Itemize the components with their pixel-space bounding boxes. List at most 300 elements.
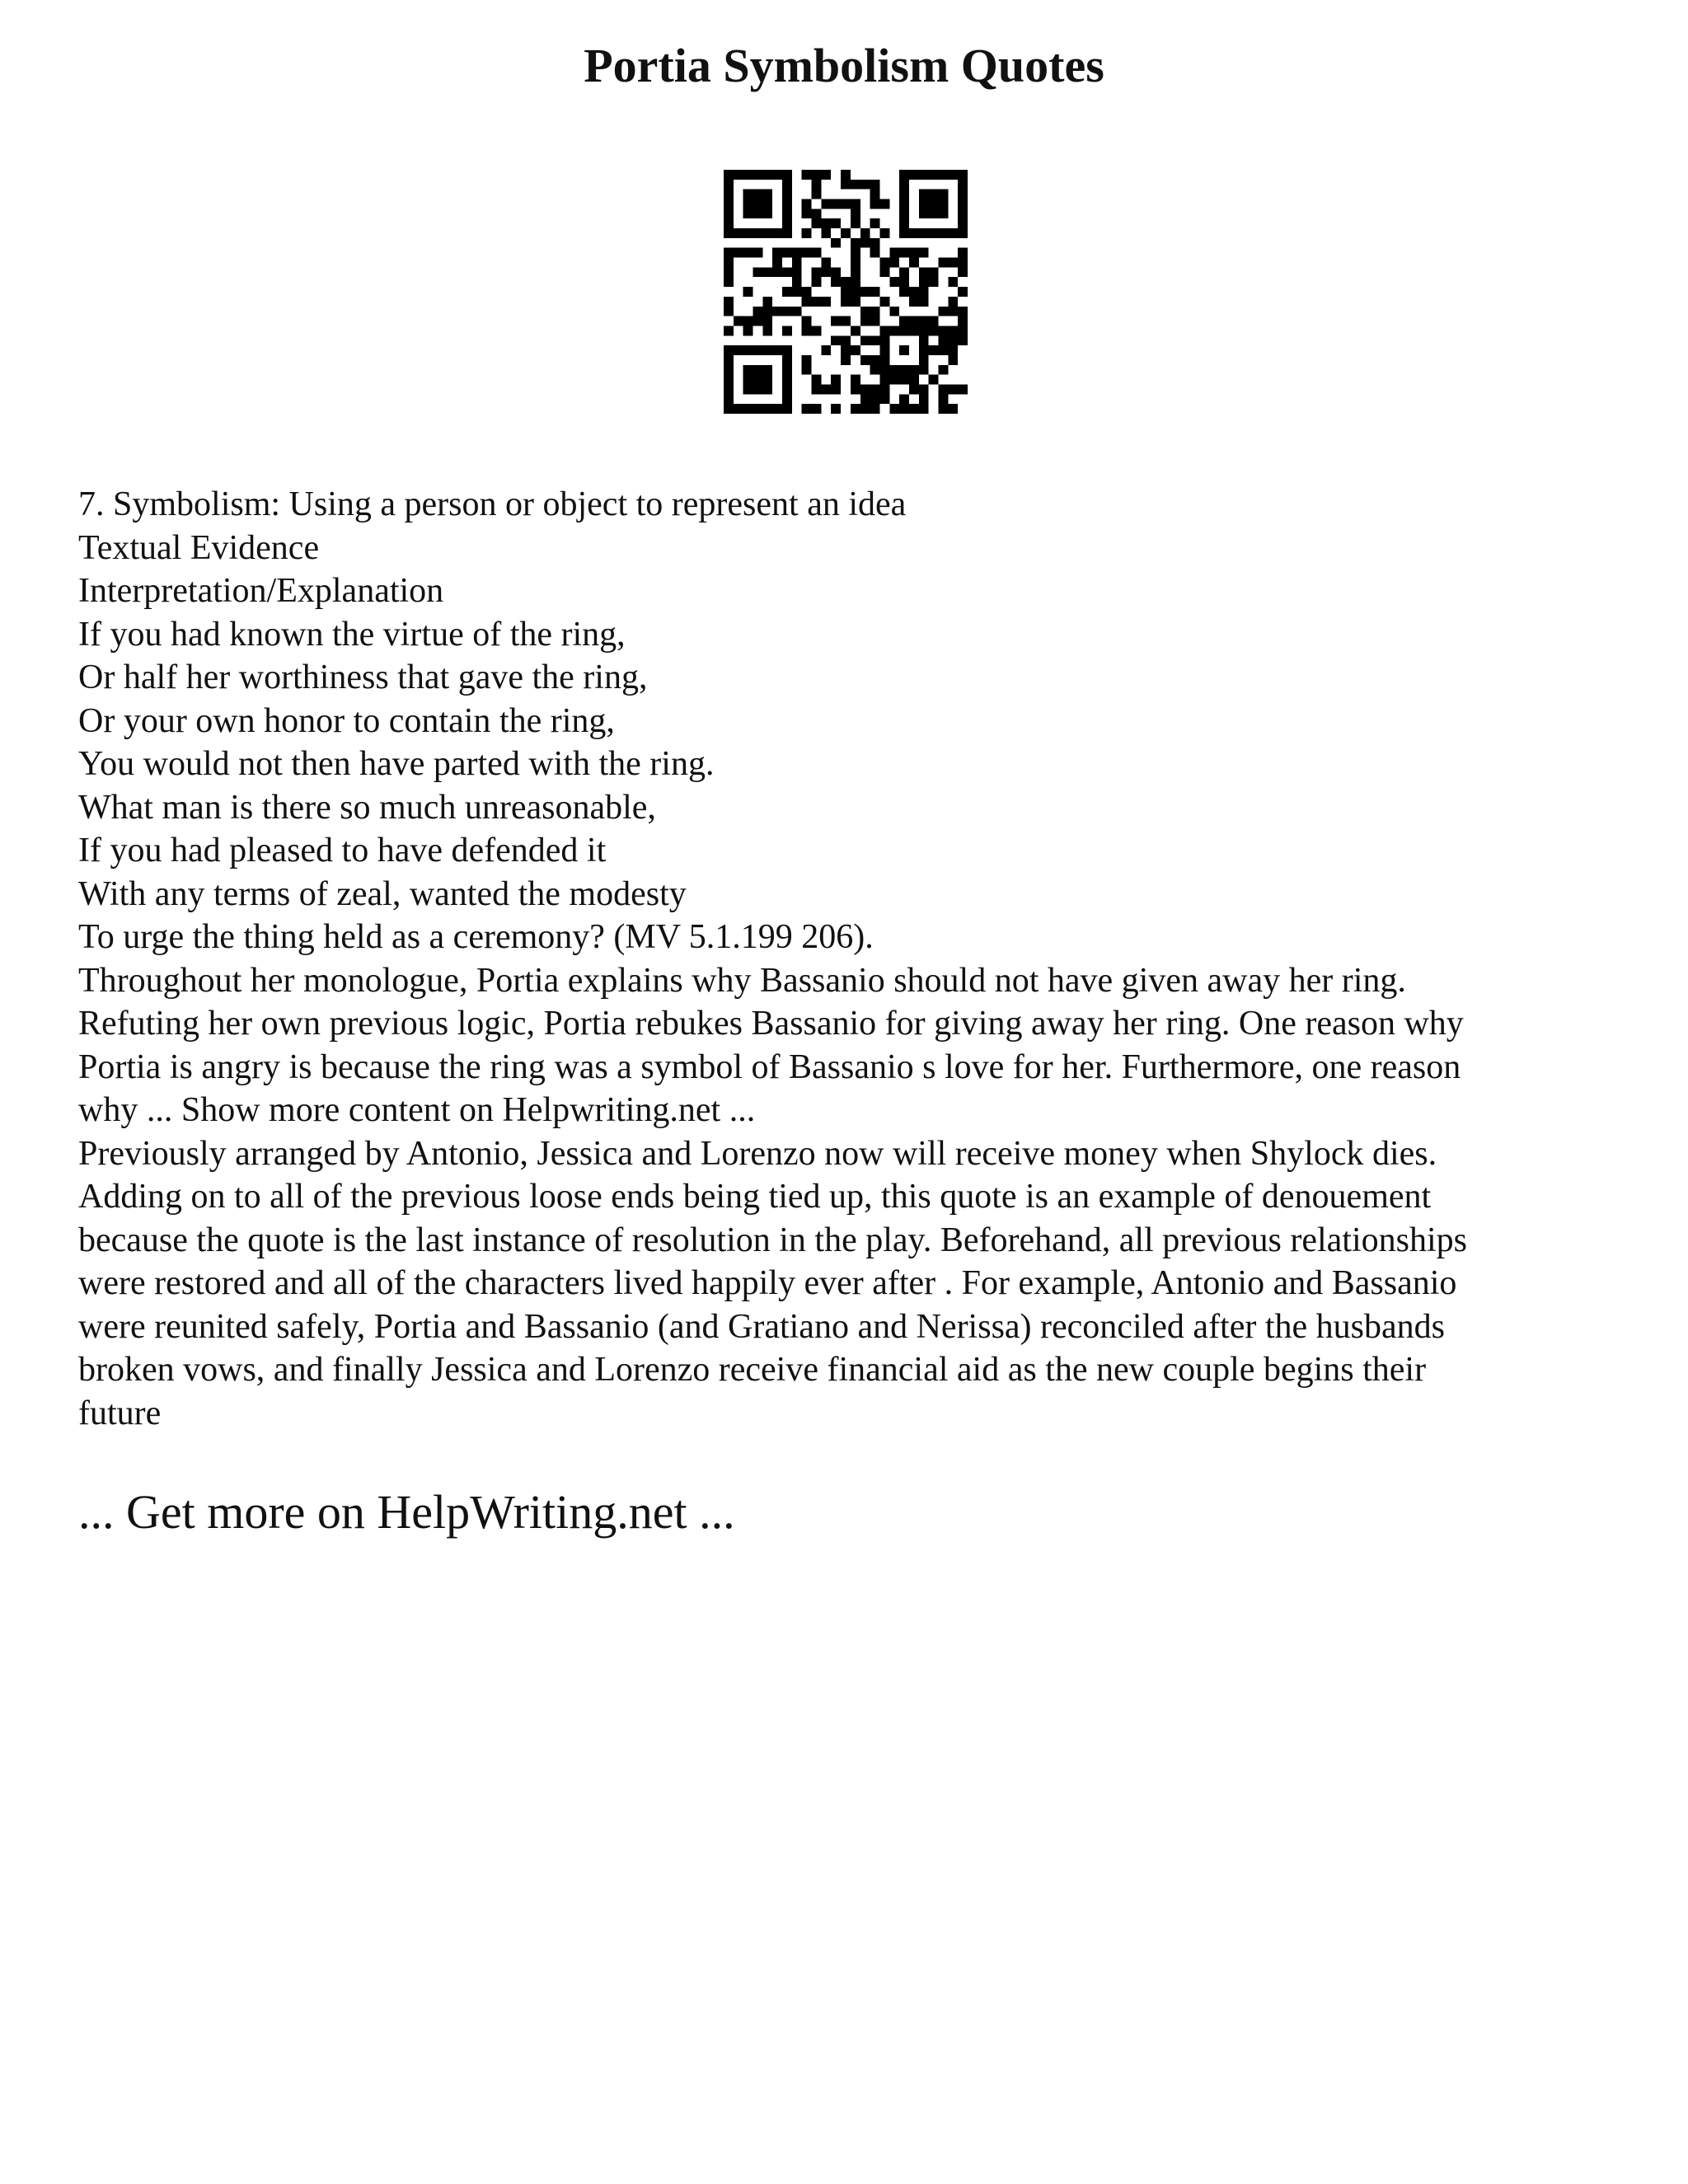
qr-module [812,209,822,218]
qr-module [831,316,841,326]
qr-module [909,365,919,375]
qr-module [724,258,734,268]
qr-module [851,267,860,277]
qr-module [958,384,968,394]
qr-module [753,345,763,355]
qr-module [948,384,958,394]
qr-code-icon [724,170,968,414]
qr-module [889,307,899,316]
qr-module [919,404,929,414]
qr-module [782,218,792,228]
qr-module [909,384,919,394]
qr-module [899,404,909,414]
qr-module [841,316,851,326]
qr-module [929,199,939,209]
page-title: Portia Symbolism Quotes [584,39,1104,92]
qr-module [782,404,792,414]
qr-module [870,180,880,190]
qr-module [831,267,841,277]
qr-module [851,345,860,355]
qr-module [753,365,763,375]
qr-module [958,199,968,209]
qr-module [958,209,968,218]
qr-module [851,404,860,414]
qr-module [909,375,919,385]
qr-module [802,287,812,297]
body-line: To urge the thing held as a ceremony? (MV 5.1.199 206). [78,918,874,956]
qr-module [870,316,880,326]
qr-module [919,190,929,199]
qr-module [812,375,822,385]
qr-module [841,287,851,297]
qr-module [762,209,772,218]
qr-module [782,199,792,209]
body-line: broken vows, and finally Jessica and Lorenzo receive financial aid as the new couple begins their [78,1351,1427,1389]
qr-module [919,267,929,277]
qr-module [919,228,929,238]
qr-module [734,228,743,238]
qr-module [812,180,822,190]
qr-module [958,287,968,297]
qr-module [792,307,802,316]
qr-module [870,335,880,345]
qr-module [841,277,851,287]
qr-module [821,297,831,307]
qr-module [909,248,919,258]
qr-module [929,345,939,355]
qr-module [899,375,909,385]
qr-module [724,326,734,335]
qr-module [879,228,889,238]
qr-module [753,375,763,385]
qr-module [938,365,948,375]
qr-module [919,209,929,218]
qr-module [841,335,851,345]
qr-module [724,277,734,287]
qr-module [812,218,822,228]
qr-module [938,335,948,345]
qr-module [831,238,841,248]
qr-module [958,218,968,228]
get-more-link[interactable]: ... Get more on HelpWriting.net ... [78,1485,735,1539]
qr-module [812,277,822,287]
qr-module [812,170,822,180]
qr-module [909,297,919,307]
qr-module [919,365,929,375]
qr-module [899,248,909,258]
qr-module [889,258,899,268]
qr-module [851,277,860,287]
qr-module [909,287,919,297]
qr-module [879,345,889,355]
body-line: Adding on to all of the previous loose ends being tied up, this quote is an example of denouement [78,1178,1432,1216]
qr-module [851,297,860,307]
qr-module [802,209,812,218]
qr-module [851,375,860,385]
qr-module [724,307,734,316]
qr-module [909,404,919,414]
qr-module [743,209,753,218]
qr-module [919,316,929,326]
body-line: If you had known the virtue of the ring, [78,615,626,654]
qr-module [860,307,870,316]
qr-module [860,335,870,345]
qr-module [841,345,851,355]
qr-module [724,190,734,199]
qr-module [909,326,919,335]
qr-module [899,345,909,355]
qr-module [958,307,968,316]
qr-module [879,365,889,375]
qr-module [870,394,880,404]
qr-module [812,267,822,277]
qr-module [753,384,763,394]
qr-module [762,316,772,326]
qr-module [762,297,772,307]
qr-module [802,316,812,326]
qr-module [743,326,753,335]
qr-module [889,375,899,385]
qr-module [802,404,812,414]
qr-module [879,297,889,307]
qr-module [841,180,851,190]
qr-module [734,248,743,258]
qr-module [724,404,734,414]
qr-module [802,326,812,335]
qr-module [734,316,743,326]
qr-module [753,209,763,218]
qr-module [851,287,860,297]
qr-module [753,199,763,209]
qr-module [860,355,870,365]
qr-module [772,170,782,180]
qr-module [802,297,812,307]
qr-module [889,365,899,375]
qr-module [938,345,948,355]
qr-module [958,248,968,258]
qr-module [909,316,919,326]
qr-module [870,199,880,209]
qr-module [938,326,948,335]
qr-module [899,394,909,404]
qr-module [938,228,948,238]
body-line: Textual Evidence [78,528,320,567]
qr-module [889,326,899,335]
qr-module [870,365,880,375]
qr-module [948,345,958,355]
qr-module [782,180,792,190]
body-line: were reunited safely, Portia and Bassanio (and Gratiano and Nerissa) reconciled after the husbands [78,1307,1445,1346]
qr-module [870,384,880,394]
qr-module [782,394,792,404]
qr-module [792,277,802,287]
qr-module [812,384,822,394]
qr-module [734,170,743,180]
qr-module [743,365,753,375]
qr-module [762,404,772,414]
qr-module [879,335,889,345]
qr-module [938,404,948,414]
qr-module [782,170,792,180]
qr-module [724,394,734,404]
qr-module [938,384,948,394]
qr-module [938,199,948,209]
qr-module [743,199,753,209]
qr-module [792,287,802,297]
qr-module [870,238,880,248]
qr-module [899,180,909,190]
qr-module [958,326,968,335]
qr-module [724,267,734,277]
qr-module [860,180,870,190]
qr-module [899,267,909,277]
qr-module [743,404,753,414]
body-line: Portia is angry is because the ring was a symbol of Bassanio s love for her. Furthermore, one reason [78,1047,1461,1086]
qr-module [948,355,958,365]
qr-module [879,326,889,335]
qr-module [929,277,939,287]
qr-module [802,228,812,238]
qr-module [772,267,782,277]
body-line: If you had pleased to have defended it [78,832,607,869]
qr-module [958,258,968,268]
qr-module [851,218,860,228]
qr-module [802,355,812,365]
qr-module [879,384,889,394]
qr-module [948,228,958,238]
qr-module [782,345,792,355]
body-line: What man is there so much unreasonable, [78,788,656,827]
qr-module [899,326,909,335]
qr-module [841,199,851,209]
qr-module [762,326,772,335]
qr-module [879,375,889,385]
qr-module [938,170,948,180]
qr-module [841,297,851,307]
qr-module [948,326,958,335]
qr-module [948,277,958,287]
qr-module [743,190,753,199]
qr-module [753,228,763,238]
qr-module [938,190,948,199]
qr-module [821,199,831,209]
body-line: because the quote is the last instance of resolution in the play. Beforehand, all previous relationships [78,1221,1467,1259]
qr-module [821,384,831,394]
qr-module [762,365,772,375]
qr-module [831,375,841,385]
qr-module [851,180,860,190]
qr-module [821,218,831,228]
qr-module [919,199,929,209]
qr-module [948,258,958,268]
qr-module [772,228,782,238]
qr-module [929,190,939,199]
qr-module [802,365,812,375]
qr-module [782,190,792,199]
qr-module [958,335,968,345]
qr-module [762,375,772,385]
qr-module [958,267,968,277]
qr-module [724,384,734,394]
qr-module [782,287,792,297]
qr-module [899,209,909,218]
body-line: Previously arranged by Antonio, Jessica and Lorenzo now will receive money when Shylock dies. [78,1134,1437,1173]
qr-module [762,384,772,394]
document-body [78,483,1628,1435]
qr-module [851,248,860,258]
qr-module [870,355,880,365]
qr-module [753,190,763,199]
qr-module [889,404,899,414]
qr-module [929,316,939,326]
qr-module [919,384,929,394]
body-line: future [78,1394,162,1432]
qr-module [772,307,782,316]
qr-module [938,307,948,316]
qr-module [831,335,841,345]
qr-module [782,326,792,335]
qr-module [812,326,822,335]
qr-module [841,355,851,365]
qr-module [782,384,792,394]
qr-module [948,404,958,414]
qr-module [919,326,929,335]
qr-module [860,384,870,394]
qr-module [753,404,763,414]
qr-module [831,384,841,394]
qr-module [724,345,734,355]
qr-module [762,190,772,199]
qr-module [724,248,734,258]
qr-module [821,228,831,238]
qr-module [802,170,812,180]
qr-module [724,297,734,307]
qr-module [821,267,831,277]
body-line: why ... Show more content on Helpwriting.net ... [78,1091,756,1129]
qr-module [743,287,753,297]
qr-module [831,277,841,287]
body-line: You would not then have parted with the ring. [78,745,715,783]
qr-module [899,170,909,180]
qr-module [782,307,792,316]
body-line: Or half her worthiness that gave the ring, [78,658,648,696]
qr-module [948,170,958,180]
qr-module [753,170,763,180]
qr-module [734,345,743,355]
qr-module [879,267,889,277]
qr-module [879,258,889,268]
qr-module [958,316,968,326]
qr-module [919,345,929,355]
body-line: were restored and all of the characters lived happily ever after . For example, Antonio and Bassanio [78,1264,1457,1302]
qr-module [860,316,870,326]
qr-module [802,248,812,258]
qr-module [724,375,734,385]
qr-module [772,345,782,355]
qr-module [879,199,889,209]
qr-module [782,267,792,277]
qr-module [762,267,772,277]
qr-module [860,238,870,248]
qr-module [821,345,831,355]
qr-module [851,209,860,218]
qr-module [782,365,792,375]
qr-module [743,345,753,355]
body-line: With any terms of zeal, wanted the modesty [78,874,687,913]
qr-module [958,228,968,238]
qr-module [743,375,753,385]
qr-module [870,287,880,297]
qr-module [743,170,753,180]
body-line: Interpretation/Explanation [78,572,444,610]
qr-module [919,277,929,287]
qr-module [812,190,822,199]
qr-module [929,375,939,385]
qr-module [899,190,909,199]
qr-module [821,258,831,268]
qr-module [899,365,909,375]
qr-module [762,307,772,316]
qr-module [909,258,919,268]
qr-module [919,287,929,297]
qr-module [753,267,763,277]
qr-module [851,238,860,248]
qr-module [919,248,929,258]
qr-module [762,199,772,209]
qr-module [724,209,734,218]
qr-module [899,277,909,287]
qr-module [743,384,753,394]
qr-module [870,248,880,258]
qr-module [919,355,929,365]
qr-module [958,170,968,180]
body-line: Throughout her monologue, Portia explains why Bassanio should not have given away her ring. [78,961,1406,1000]
qr-module [958,190,968,199]
qr-module [743,316,753,326]
qr-module [948,335,958,345]
qr-module [851,199,860,209]
qr-module [860,228,870,238]
qr-module [802,199,812,209]
body-line: Refuting her own previous logic, Portia rebukes Bassanio for giving away her ring. One reason why [78,1005,1464,1043]
qr-module [724,355,734,365]
qr-module [870,190,880,199]
qr-module [782,375,792,385]
qr-module [889,277,899,287]
qr-module [841,170,851,180]
qr-module [860,394,870,404]
qr-module [870,218,880,228]
qr-module [792,267,802,277]
qr-module [724,170,734,180]
qr-module [889,248,899,258]
qr-module [919,335,929,345]
qr-module [860,404,870,414]
qr-module [724,180,734,190]
qr-module [831,199,841,209]
qr-module [812,404,822,414]
qr-module [929,267,939,277]
qr-module [919,394,929,404]
qr-module [772,404,782,414]
qr-module [831,404,841,414]
qr-module [899,228,909,238]
qr-module [870,404,880,414]
qr-module [782,355,792,365]
qr-module [899,287,909,297]
qr-module [929,326,939,335]
qr-module [938,209,948,218]
